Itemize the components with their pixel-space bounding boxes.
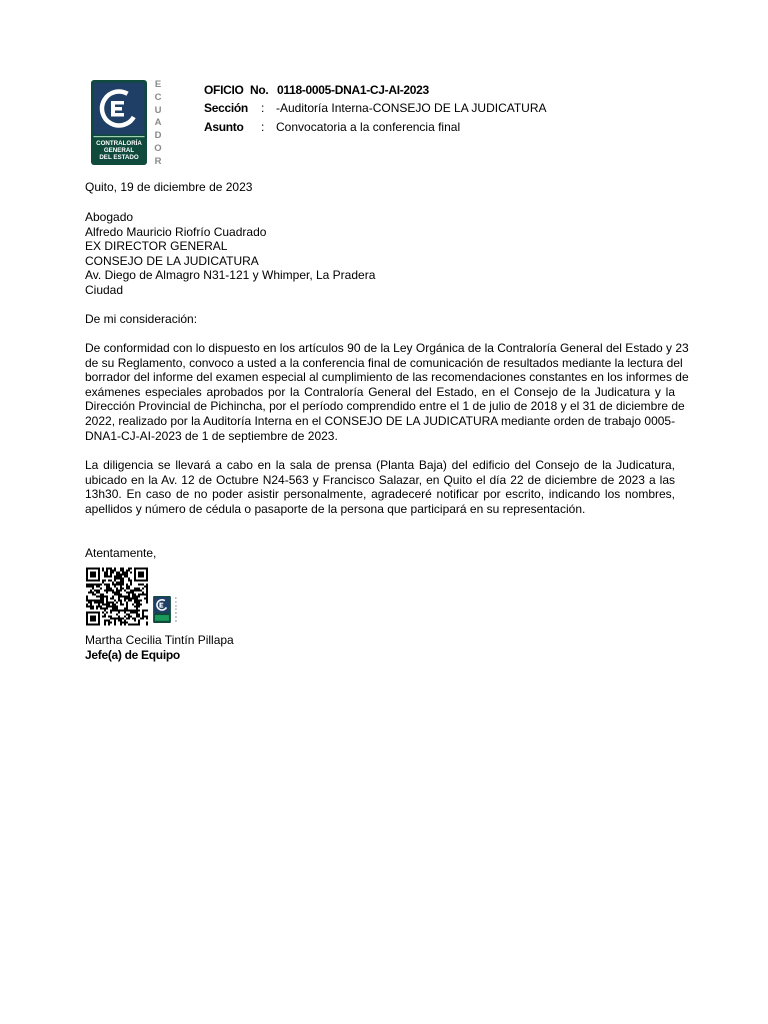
paragraph-line: 13h30. En caso de no poder asistir personalmente, agradeceré notificar por escrito, indicando los nombres, [85, 487, 675, 502]
country-letter: O [154, 142, 162, 154]
country-vertical-label [152, 80, 164, 166]
logo-text-line3: DEL ESTADO [99, 154, 139, 161]
signer-title: Jefe(a) de Equipo [85, 648, 180, 662]
paragraph-line: De conformidad con lo dispuesto en los artículos 90 de la Ley Orgánica de la Contraloría General del Estado y 23 [85, 341, 689, 355]
paragraph-line: exámenes especiales aprobados por la Contraloría General del Estado, en el Consejo de la Judicatura y la [85, 384, 675, 399]
paragraph-line: borrador del informe del examen especial al cumplimiento de las recomendaciones constantes en los informes de [85, 370, 689, 385]
country-letter: C [154, 91, 162, 103]
paragraph-logistics [85, 458, 675, 516]
paragraph-line: La diligencia se llevará a cabo en la sala de prensa (Planta Baja) del edificio del Consejo de la Judicatura, [85, 458, 675, 472]
salutation: De mi consideración: [85, 312, 198, 326]
recipient-line: Av. Diego de Almagro N31-121 y Whimper, La Pradera [85, 268, 376, 283]
country-letter: R [174, 618, 178, 623]
recipient-line: Alfredo Mauricio Riofrío Cuadrado [85, 224, 267, 239]
country-letter: A [154, 117, 162, 129]
date-line: Quito, 19 de diciembre de 2023 [85, 180, 253, 194]
country-letter: C [174, 599, 178, 604]
paragraph-line: Dirección Provincial de Pichincha, por el período comprendido entre el 1 de julio de 2018 y el 31 de diciembre de [85, 399, 685, 414]
paragraph-convocation [85, 341, 689, 443]
country-letter: U [174, 603, 178, 608]
country-letter: A [174, 607, 178, 612]
country-letter: U [154, 104, 162, 116]
country-letter: R [154, 155, 162, 167]
seccion-value: -Auditoría Interna-CONSEJO DE LA JUDICATURA [276, 101, 547, 115]
oficio-no-label: No. [250, 83, 269, 97]
country-letter: E [154, 79, 162, 90]
asunto-value: Convocatoria a la conferencia final [276, 120, 461, 134]
recipient-line: Ciudad [85, 282, 124, 297]
country-vertical-label-small [174, 597, 178, 623]
asunto-label: Asunto [204, 120, 244, 134]
recipient-block [85, 210, 375, 298]
recipient-line: EX DIRECTOR GENERAL [85, 239, 228, 254]
asunto-colon: : [261, 120, 265, 134]
recipient-line: Abogado [85, 210, 134, 224]
closing: Atentamente, [85, 546, 157, 560]
logo-text-line2: GENERAL [103, 147, 135, 154]
paragraph-line: 2022, realizado por la Auditoría Interna en el CONSEJO DE LA JUDICATURA mediante orden de trabajo 0005- [85, 413, 676, 428]
qr-code-icon [86, 567, 148, 626]
country-letter: D [174, 611, 178, 616]
paragraph-line: apellidos y número de cédula o pasaporte de la persona que participará en su representación. [85, 501, 586, 516]
seccion-colon: : [261, 101, 265, 115]
paragraph-line: de su Reglamento, convoco a usted a la conferencia final de comunicación de resultados mediante la lectura del [85, 355, 683, 370]
paragraph-line: ubicado en la Av. 12 de Octubre N24-563 y Francisco Salazar, en Quito el día 22 de diciembre de 2023 a las [85, 472, 675, 487]
contraloria-small-logo [153, 596, 171, 623]
seccion-label: Sección [204, 101, 248, 115]
oficio-label: OFICIO [204, 83, 244, 97]
country-letter: O [174, 615, 178, 620]
contraloria-logo [91, 80, 147, 165]
paragraph-line: DNA1-CJ-AI-2023 de 1 de septiembre de 2023. [85, 428, 338, 443]
logo-text-line1: CONTRALORÍA [96, 140, 142, 147]
recipient-line: CONSEJO DE LA JUDICATURA [85, 253, 259, 268]
country-letter: E [174, 596, 177, 600]
oficio-number: 0118-0005-DNA1-CJ-AI-2023 [277, 83, 429, 97]
country-letter: D [154, 130, 162, 141]
signer-name: Martha Cecilia Tintín Pillapa [85, 633, 234, 647]
